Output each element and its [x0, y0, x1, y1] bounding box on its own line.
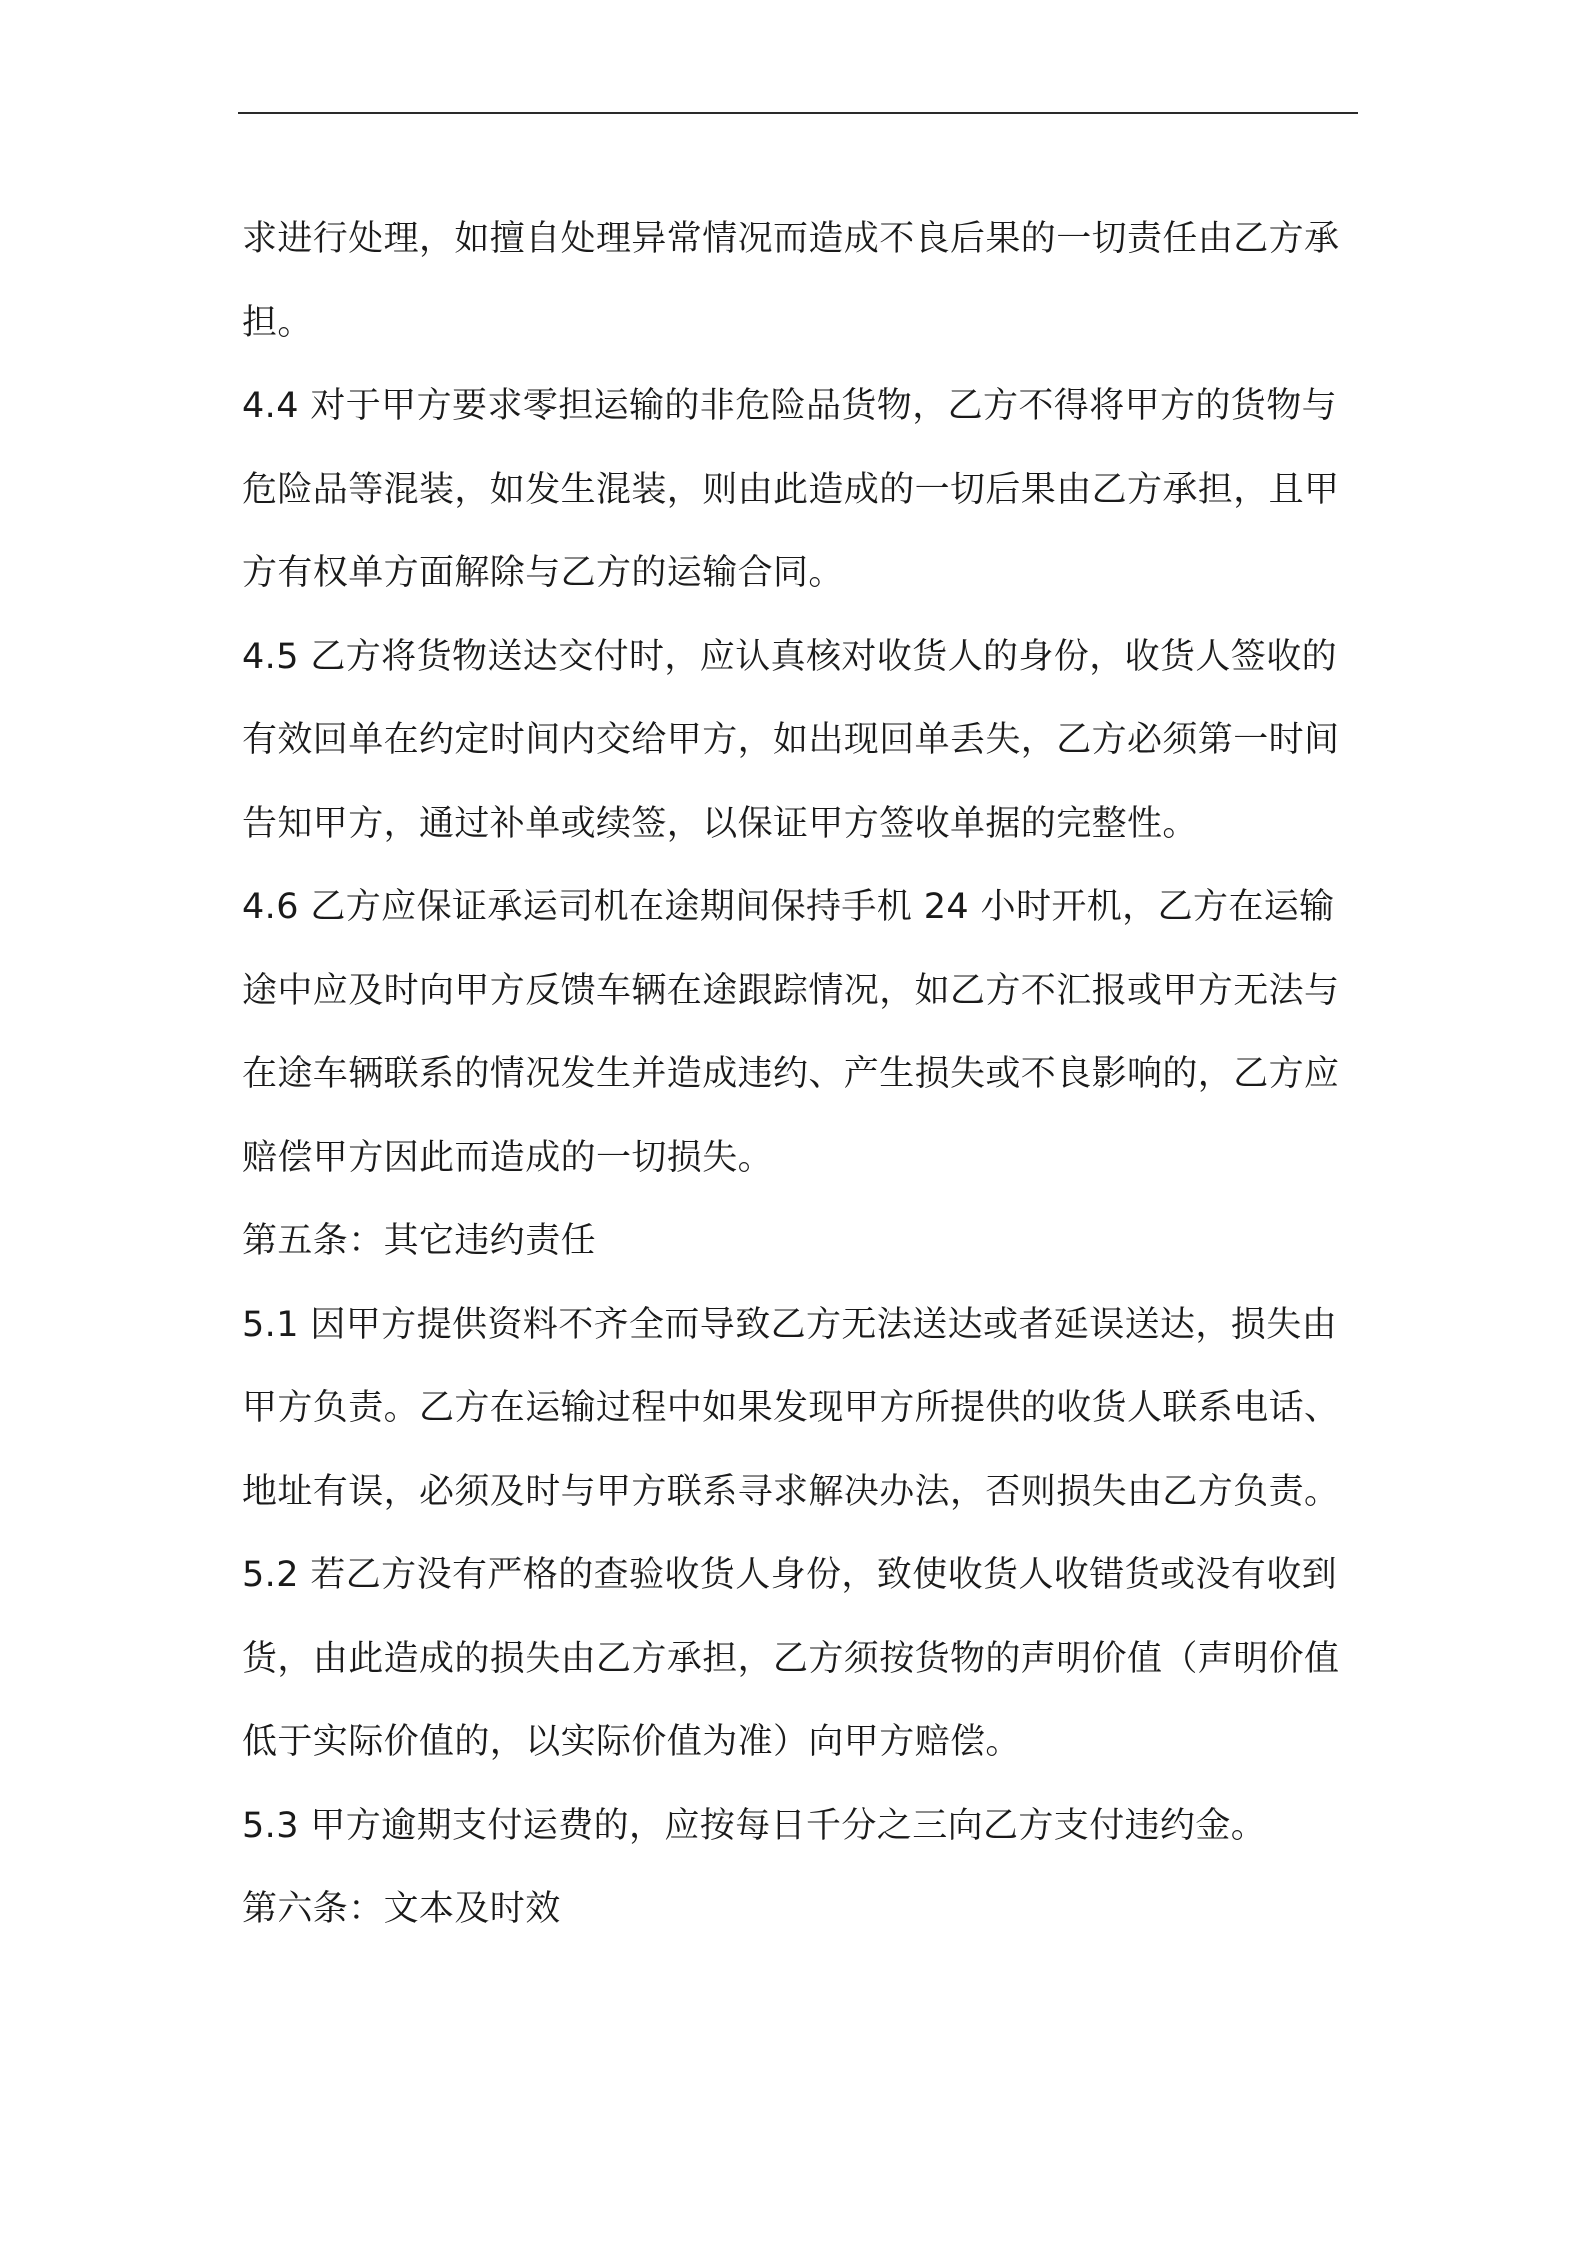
clause-5-1: 5.1 因甲方提供资料不齐全而导致乙方无法送达或者延误送达，损失由甲方负责。乙方在运输过程中如果发现甲方所提供的收货人联系电话、地址有误，必须及时与甲方联系寻求解决办法，否则损失由乙方负责。	[242, 1304, 1340, 1512]
section-heading-article-5: 第五条：其它违约责任	[242, 1221, 597, 1261]
header-rule	[238, 112, 1358, 114]
paragraph-continuation: 求进行处理，如擅自处理异常情况而造成不良后果的一切责任由乙方承担。	[242, 219, 1340, 343]
document-body	[242, 198, 1358, 1952]
clause-4-5: 4.5 乙方将货物送达交付时，应认真核对收货人的身份，收货人签收的有效回单在约定时间内交给甲方，如出现回单丢失，乙方必须第一时间告知甲方，通过补单或续签，以保证甲方签收单据的完整性。	[242, 636, 1340, 844]
section-heading-article-6: 第六条：文本及时效	[242, 1889, 561, 1929]
clause-4-6: 4.6 乙方应保证承运司机在途期间保持手机 24 小时开机，乙方在运输途中应及时向甲方反馈车辆在途跟踪情况，如乙方不汇报或甲方无法与在途车辆联系的情况发生并造成违约、产生损失或不良影响的，乙方应赔偿甲方因此而造成的一切损失。	[242, 887, 1340, 1178]
clause-5-3: 5.3 甲方逾期支付运费的，应按每日千分之三向乙方支付违约金。	[242, 1805, 1267, 1846]
clause-4-4: 4.4 对于甲方要求零担运输的非危险品货物，乙方不得将甲方的货物与危险品等混装，如发生混装，则由此造成的一切后果由乙方承担，且甲方有权单方面解除与乙方的运输合同。	[242, 386, 1340, 593]
clause-5-2: 5.2 若乙方没有严格的查验收货人身份，致使收货人收错货或没有收到货，由此造成的损失由乙方承担，乙方须按货物的声明价值（声明价值低于实际价值的，以实际价值为准）向甲方赔偿。	[242, 1555, 1340, 1762]
